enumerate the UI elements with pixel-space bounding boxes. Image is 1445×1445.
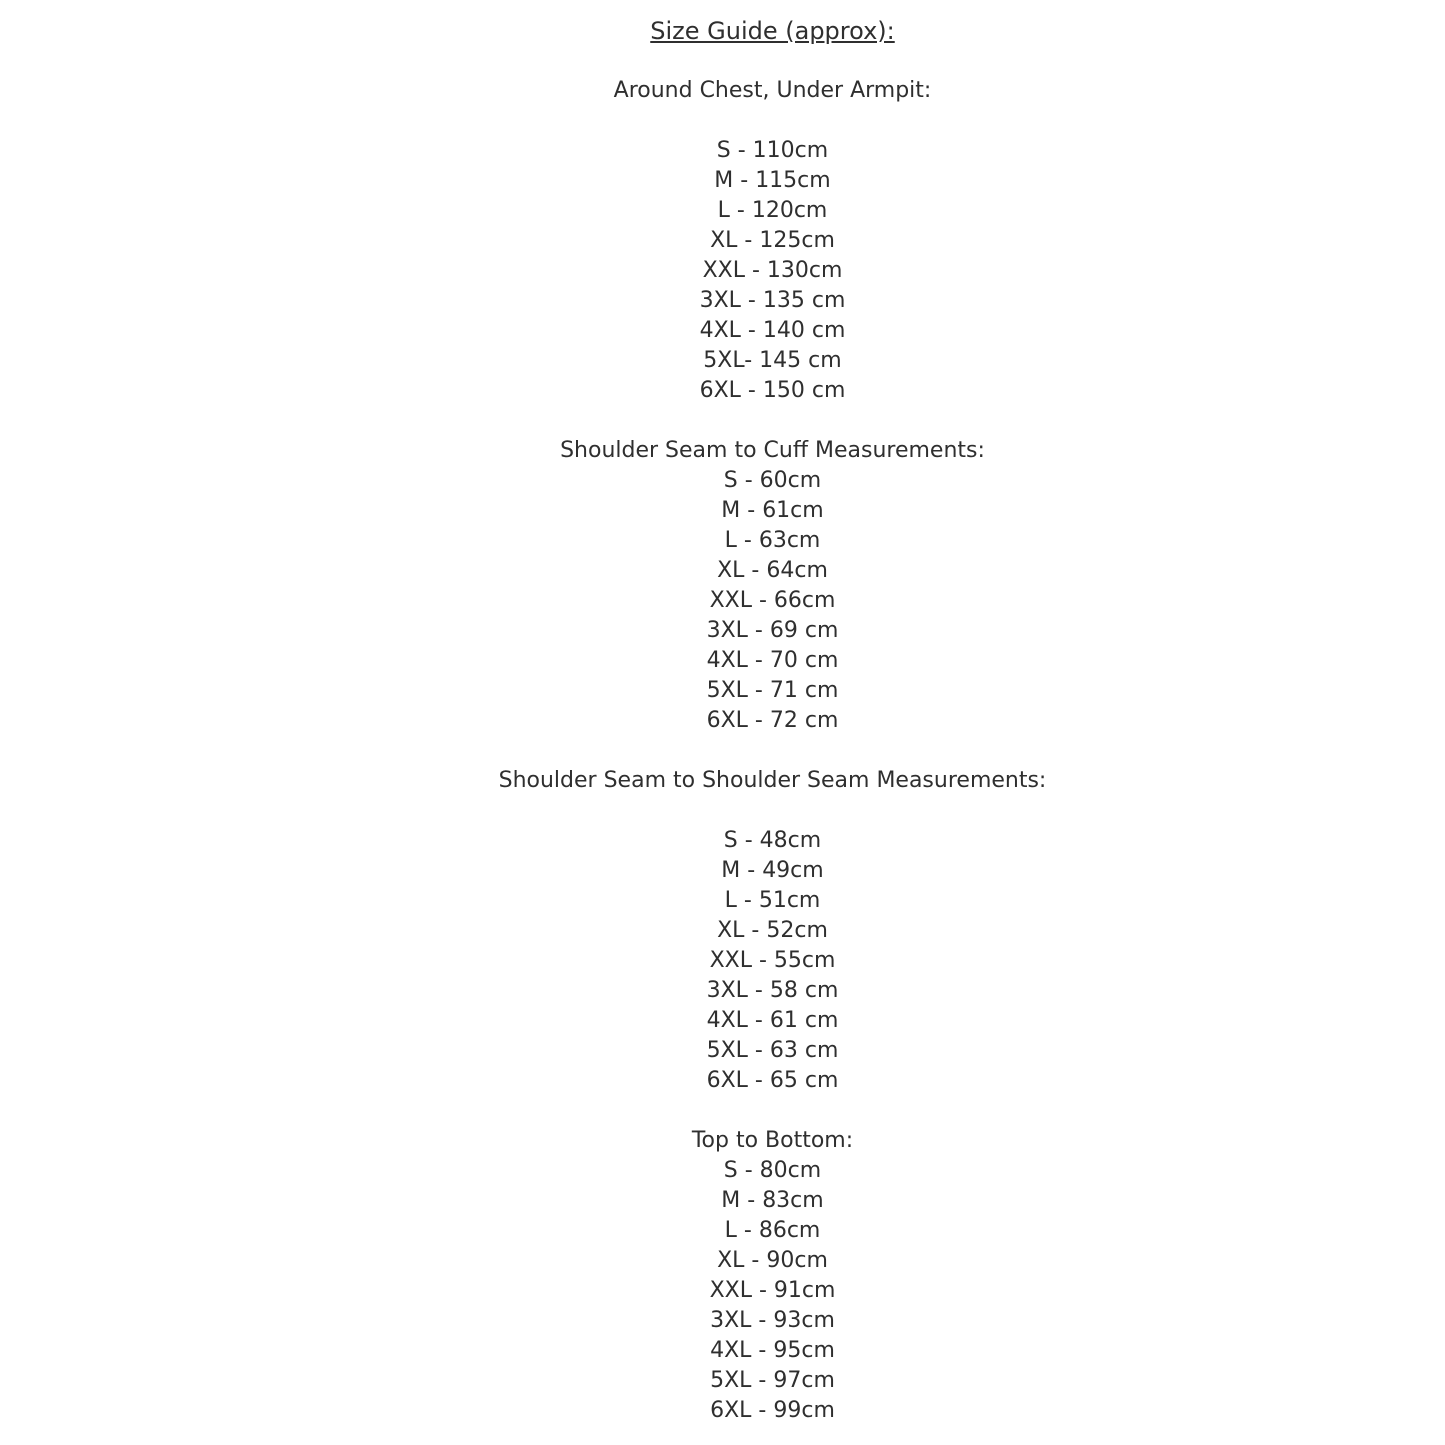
size-item: M - 115cm bbox=[714, 168, 831, 193]
size-item: XL - 52cm bbox=[717, 918, 828, 943]
size-item: M - 61cm bbox=[721, 498, 824, 523]
size-item: 5XL - 71 cm bbox=[706, 678, 839, 703]
size-item: XL - 64cm bbox=[717, 558, 828, 583]
size-item: 3XL - 58 cm bbox=[706, 978, 839, 1003]
size-item: M - 49cm bbox=[721, 858, 824, 883]
size-item: 6XL - 65 cm bbox=[706, 1068, 839, 1093]
size-item: S - 110cm bbox=[716, 138, 829, 163]
size-item: L - 120cm bbox=[717, 198, 828, 223]
section-top-to-bottom bbox=[100, 1126, 1445, 1426]
section-shoulder-to-shoulder bbox=[100, 766, 1445, 1096]
size-item: 6XL - 150 cm bbox=[699, 378, 846, 403]
size-item: M - 83cm bbox=[721, 1188, 824, 1213]
size-item: 4XL - 95cm bbox=[710, 1338, 835, 1363]
size-item: XXL - 91cm bbox=[709, 1278, 836, 1303]
section-heading-shoulder-to-shoulder: Shoulder Seam to Shoulder Seam Measurements: bbox=[498, 768, 1047, 793]
size-item: XXL - 66cm bbox=[709, 588, 836, 613]
size-item: L - 63cm bbox=[724, 528, 821, 553]
section-shoulder-to-cuff bbox=[100, 436, 1445, 736]
size-item: 3XL - 135 cm bbox=[699, 288, 846, 313]
size-item: 5XL- 145 cm bbox=[703, 348, 842, 373]
size-item: 5XL - 97cm bbox=[710, 1368, 835, 1393]
size-item: 3XL - 69 cm bbox=[706, 618, 839, 643]
size-item: L - 86cm bbox=[724, 1218, 821, 1243]
size-item: S - 80cm bbox=[723, 1158, 822, 1183]
page-title: Size Guide (approx): bbox=[650, 17, 895, 45]
size-item: XXL - 130cm bbox=[702, 258, 843, 283]
section-around-chest bbox=[100, 76, 1445, 406]
size-item: L - 51cm bbox=[724, 888, 821, 913]
size-item: XXL - 55cm bbox=[709, 948, 836, 973]
size-item: 5XL - 63 cm bbox=[706, 1038, 839, 1063]
size-item: 4XL - 140 cm bbox=[699, 318, 846, 343]
section-heading-around-chest: Around Chest, Under Armpit: bbox=[613, 78, 932, 103]
size-item: S - 60cm bbox=[723, 468, 822, 493]
section-heading-shoulder-to-cuff: Shoulder Seam to Cuff Measurements: bbox=[560, 438, 985, 463]
section-heading-top-to-bottom: Top to Bottom: bbox=[691, 1128, 854, 1153]
size-item: S - 48cm bbox=[723, 828, 822, 853]
size-item: XL - 90cm bbox=[717, 1248, 828, 1273]
size-item: 6XL - 99cm bbox=[710, 1398, 835, 1423]
size-item: XL - 125cm bbox=[710, 228, 835, 253]
size-item: 6XL - 72 cm bbox=[706, 708, 839, 733]
size-item: 4XL - 70 cm bbox=[706, 648, 839, 673]
size-item: 4XL - 61 cm bbox=[706, 1008, 839, 1033]
size-item: 3XL - 93cm bbox=[710, 1308, 835, 1333]
